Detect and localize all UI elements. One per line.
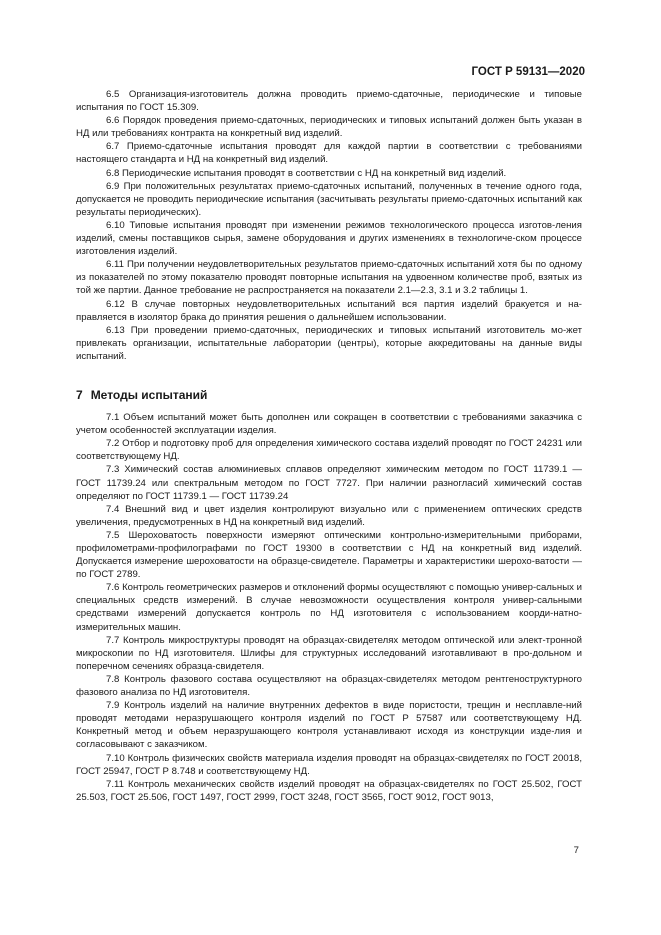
- paragraph-7-11: 7.11 Контроль механических свойств изделий проводят на образцах-свидетелях по ГОСТ 25.502, ГОСТ 25.503, ГОСТ 25.506, ГОСТ 1497, ГОСТ 2999, ГОСТ 3248, ГОСТ 3565, ГОСТ 9012, ГОСТ 9013,: [76, 778, 582, 803]
- standard-code: ГОСТ Р 59131—2020: [471, 66, 585, 78]
- section-number: 7: [76, 387, 83, 402]
- paragraph-7-1: 7.1 Объем испытаний может быть дополнен или сокращен в соответствии с требованиями заказчика с учетом особенностей эксплуатации изделия.: [76, 412, 582, 437]
- paragraph-6-11: 6.11 При получении неудовлетворительных результатов приемо-сдаточных испытаний хотя бы по одному из показателей по этому показателю проводят повторные испытания на удвоенном количестве проб, взятых из той же партии. Данное требование не распространяется на показатели 2.1—2.3, 3.1 и 3.2 таблицы 1.: [76, 259, 582, 297]
- paragraph-6-9: 6.9 При положительных результатах приемо-сдаточных испытаний, полученных в течение одного года, допускается не проводить периодические испытания (засчитывать результаты приемо-сдаточных испытаний как результаты периодических).: [76, 180, 582, 218]
- page-content: [76, 88, 582, 804]
- paragraph-6-13: 6.13 При проведении приемо-сдаточных, периодических и типовых испытаний изготовитель мо-жет привлекать организации, испытательные лаборатории (центры), которые аккредитованы на данные виды испытаний.: [76, 324, 582, 362]
- paragraph-6-7: 6.7 Приемо-сдаточные испытания проводят для каждой партии в соответствии с требованиями настоящего стандарта и НД на конкретный вид изделий.: [76, 141, 582, 166]
- paragraph-6-6: 6.6 Порядок проведения приемо-сдаточных, периодических и типовых испытаний должен быть указан в НД или требованиях контракта на конкретный вид изделий.: [76, 115, 582, 140]
- section-7-paragraphs: [76, 411, 582, 804]
- paragraph-6-12: 6.12 В случае повторных неудовлетворительных испытаний вся партия изделий бракуется и на-правляется в изолятор брака до принятия решения о дальнейшем использовании.: [76, 298, 582, 323]
- paragraph-7-6: 7.6 Контроль геометрических размеров и отклонений формы осуществляют с помощью универ-сальных и специальных средств измерений. В случае невозможности осуществления контроля универ-сальными средствами измерений допускается контроль по НД изготовителя с использованием коорди-натно-измерительных машин.: [76, 582, 582, 633]
- paragraph-7-2: 7.2 Отбор и подготовку проб для определения химического состава изделий проводят по ГОСТ 24231 или соответствующему НД.: [76, 438, 582, 463]
- paragraph-7-7: 7.7 Контроль микроструктуры проводят на образцах-свидетелях методом оптической или элект-тронной микроскопии по НД изготовителя. Шлифы для структурных исследований изготавливают в про-дольном и поперечном сечениях образца-свидетеля.: [76, 634, 582, 672]
- paragraph-7-8: 7.8 Контроль фазового состава осуществляют на образцах-свидетелях методом рентгеноструктурного фазового анализа по НД изготовителя.: [76, 673, 582, 699]
- page-number: 7: [573, 845, 579, 856]
- paragraph-7-5: 7.5 Шероховатость поверхности измеряют оптическими контрольно-измерительными приборами, профилометрами-профилографами по ГОСТ 19300 в соответствии с НД на конкретный вид изделий. Допускается измерение шероховатости на образце-свидетеле. Параметры и характеристики шерохо-ватости — по ГОСТ 2789.: [76, 529, 582, 581]
- section-6-paragraphs: [76, 88, 582, 363]
- paragraph-7-10: 7.10 Контроль физических свойств материала изделия проводят на образцах-свидетелях по ГОСТ 20018, ГОСТ 25947, ГОСТ Р 8.748 и соответствующему НД.: [76, 752, 582, 777]
- paragraph-7-3: 7.3 Химический состав алюминиевых сплавов определяют химическим методом по ГОСТ 11739.1 — ГОСТ 11739.24 или спектральным методом по ГОСТ 7727. При наличии разногласий химический состав определяют по ГОСТ 11739.1 — ГОСТ 11739.24: [76, 464, 582, 502]
- paragraph-6-5: 6.5 Организация-изготовитель должна проводить приемо-сдаточные, периодические и типовые испытания по ГОСТ 15.309.: [76, 89, 582, 114]
- section-heading: [76, 389, 582, 402]
- section-title: Методы испытаний: [90, 387, 208, 402]
- paragraph-7-9: 7.9 Контроль изделий на наличие внутренних дефектов в виде пористости, трещин и несплавле-ний проводят методами неразрушающего контроля изделий по ГОСТ Р 57587 или соответствующему НД. Конкретный метод и объем неразрушающего контроля устанавливают исходя из конструкции изде-лия и согласовывают с заказчиком.: [76, 700, 582, 751]
- paragraph-6-8: 6.8 Периодические испытания проводят в соответствии с НД на конкретный вид изделий.: [106, 167, 507, 179]
- paragraph-7-4: 7.4 Внешний вид и цвет изделия контролируют визуально или с применением оптических средств увеличения, предусмотренных в НД на конкретный вид изделий.: [76, 503, 582, 528]
- paragraph-6-10: 6.10 Типовые испытания проводят при изменении режимов технологического процесса изготов-ления изделий, смены поставщиков сырья, замене оборудования и других изменениях в технологиче-ском процессе изготовления изделий.: [76, 219, 582, 258]
